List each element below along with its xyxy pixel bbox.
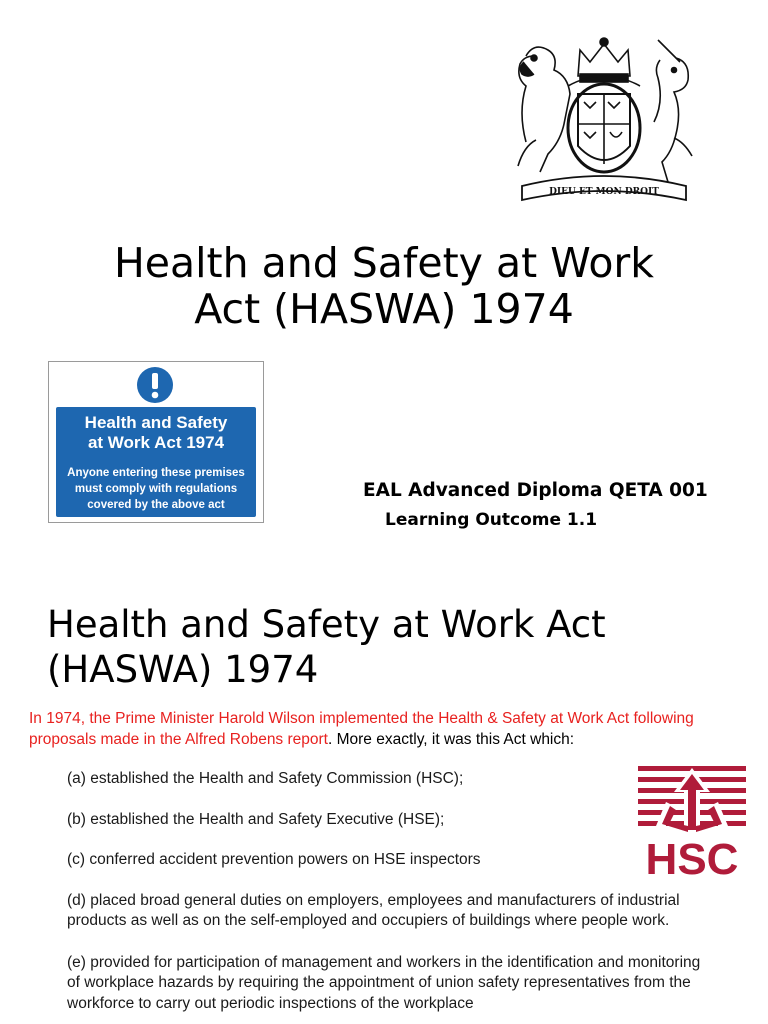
sign-body-line-2: must comply with regulations (74, 483, 238, 495)
hsc-logo-text: HSC (645, 835, 739, 878)
slide1-title (60, 240, 708, 332)
act-provisions-list (67, 769, 717, 1014)
list-item: (b) established the Health and Safety Executive (HSE); (67, 810, 445, 828)
royal-coat-of-arms-image (508, 36, 700, 206)
hsc-logo (636, 764, 748, 878)
sign-title (56, 413, 256, 453)
list-item: (a) established the Health and Safety Commission (HSC); (67, 770, 464, 787)
slide1-title-line-1: Health and Safety at Work (113, 239, 655, 287)
slide2-title-line-1: Health and Safety at Work Act (47, 603, 606, 646)
sign-panel (56, 407, 256, 517)
slide2-title (47, 602, 727, 692)
sign-body-line-1: Anyone entering these premises (67, 467, 245, 479)
course-name: EAL Advanced Diploma QETA 001 (363, 480, 708, 501)
exclamation-icon (136, 366, 174, 404)
intro-paragraph (29, 708, 719, 750)
list-item: (c) conferred accident prevention powers on HSE inspectors (67, 851, 481, 868)
slide2-title-line-2: (HASWA) 1974 (47, 648, 319, 691)
sign-title-line-1: Health and Safety (84, 413, 228, 432)
intro-rest: . More exactly, it was this Act which: (327, 731, 575, 748)
sign-body (56, 465, 256, 513)
sign-body-line-3: covered by the above act (87, 499, 225, 511)
intro-highlight: In 1974, the Prime Minister Harold Wilson implemented the Health & Safety at Work Act following proposals made in the Alfred Robens report (29, 710, 694, 748)
list-item: (d) placed broad general duties on employers, employees and manufacturers of industrial products as well as on the self-employed and occupiers of buildings where people work. (67, 891, 680, 929)
crest-motto: DIEU ET MON DROIT (549, 187, 659, 197)
learning-outcome: Learning Outcome 1.1 (385, 510, 598, 530)
sign-title-line-2: at Work Act 1974 (87, 433, 225, 452)
list-item: (e) provided for participation of management and workers in the identification and monitoring of workplace hazards by requiring the appointment of union safety representatives from the workforce to carry out periodic inspections of the workplace (67, 953, 701, 1012)
slide1-title-line-2: Act (HASWA) 1974 (194, 285, 574, 333)
haswa-notice-sign (48, 361, 264, 523)
